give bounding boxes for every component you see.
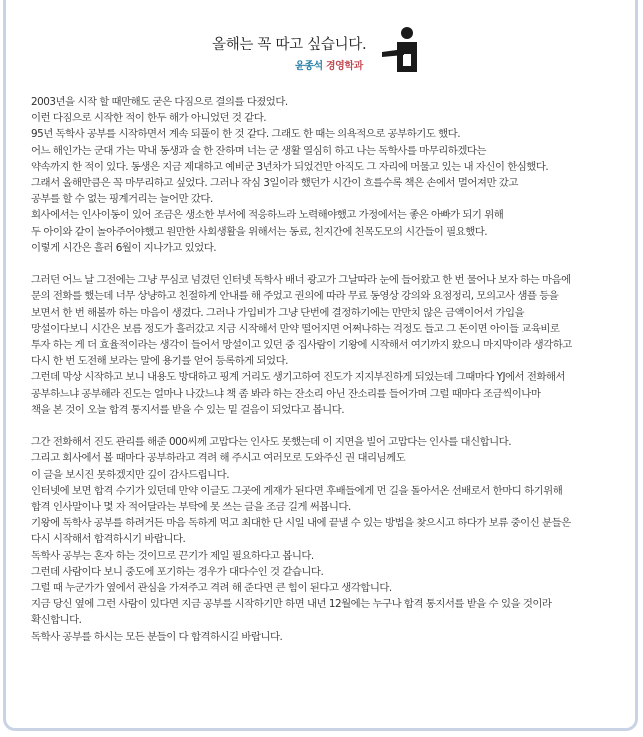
text-line: 그럴 때 누군가가 옆에서 관심을 가져주고 격려 해 준다면 큰 힘이 된다고 생각합니다.	[31, 582, 392, 595]
text-line: 이런 다짐으로 시작한 적이 한두 해가 아니었던 것 같다.	[31, 112, 267, 125]
text-line: 문의 전화를 했는데 너무 상냥하고 친절하게 안내를 해 주었고 권의에 따라 무료 동영상 강의와 요점정리, 모의고사 샘플 등을	[31, 290, 559, 303]
text-line: 망설이다보니 시간은 보름 정도가 흘러갔고 지금 시작해서 만약 떨어지면 어쩌나하는 걱정도 들고 그 돈이면 아이들 교육비로	[31, 322, 560, 335]
text-line: 투자 하는 게 더 효율적이라는 생각이 들어서 망설이고 있던 중 집사람이 기왕에 시작해서 여기까지 왔으니 마지막이라 생각하고	[31, 339, 572, 352]
text-line: 공부를 할 수 없는 핑계거리는 늘어만 갔다.	[31, 193, 213, 206]
text-line: 다시 시작해서 합격하시기 바랍니다.	[31, 533, 186, 546]
text-line: 두 아이와 같이 놀아주어야했고 원만한 사회생활을 위해서는 동료, 친지간에 친목도모의 시간들이 필요했다.	[31, 225, 488, 238]
text-line: 어느 해인가는 군대 가는 막내 동생과 술 한 잔하며 너는 군 생활 열심히 하고 나는 독학사를 마무리하겠다는	[31, 144, 486, 157]
text-line: 회사에서는 인사이동이 있어 조금은 생소한 부서에 적응하느라 노력해야했고 가정에서는 좋은 아빠가 되기 위해	[31, 209, 504, 222]
text-line: 독학사 공부는 혼자 하는 것이므로 끈기가 제일 필요하다고 봅니다.	[31, 549, 314, 562]
text-line: 기왕에 독학사 공부를 하려거든 마음 독하게 먹고 최대한 단 시일 내에 끝낼 수 있는 방법을 찾으시고 하다가 보류 중이신 분들은	[31, 517, 571, 530]
author-byline	[295, 57, 363, 72]
paragraph	[31, 434, 631, 645]
person-at-desk-icon	[380, 26, 424, 74]
text-line: 2003년을 시작 할 때만해도 굳은 다짐으로 결의를 다졌었다.	[31, 96, 288, 108]
text-line: 다시 한 번 도전해 보라는 말에 용기를 얻어 등록하게 되었다.	[31, 355, 288, 368]
text-line: 지금 당신 옆에 그런 사람이 있다면 지금 공부를 시작하기만 하면 내년 12월에는 누구나 합격 통지서를 받을 수 있을 것이라	[31, 598, 552, 611]
text-line: 공부하느냐 공부해라 진도는 얼마나 나갔느냐 책 좀 봐라 하는 잔소리 아닌 잔소리를 들어가며 그럴 때마다 조금씩이나마	[31, 387, 541, 400]
text-line: 그리고 회사에서 볼 때마다 공부하라고 격려 해 주시고 여러모로 도와주신 권 대리님께도	[31, 452, 406, 465]
text-line: 그런데 막상 시작하고 보니 내용도 방대하고 핑계 거리도 생기고하여 진도가 지지부진하게 되었는데 그때마다 YJ에서 전화해서	[31, 371, 566, 384]
testimonial-card	[3, 0, 638, 731]
text-line: 그래서 올해만큼은 꼭 마무리하고 싶었다. 그러나 작심 3일이라 했던가 시간이 흐를수록 책은 손에서 멀어져만 갔고	[31, 177, 518, 190]
text-line: 책을 본 것이 오늘 합격 통지서를 받을 수 있는 밑 걸음이 되었다고 봅니다.	[31, 403, 345, 416]
page-title: 올해는 꼭 따고 싶습니다.	[212, 37, 367, 53]
text-line: 합격 인사말이나 몇 자 적어달라는 부탁에 못 쓰는 글을 조금 길게 써봅니다.	[31, 501, 351, 514]
text-line: 이 글을 보시진 못하겠지만 깊이 감사드립니다.	[31, 468, 230, 481]
text-line: 그간 전화해서 진도 관리를 해준 000씨께 고맙다는 인사도 못했는데 이 지면을 빌어 고맙다는 인사를 대신합니다.	[31, 436, 512, 449]
header	[6, 0, 635, 80]
text-line: 그러던 어느 날 그전에는 그냥 무심코 넘겼던 인터넷 독학사 배너 광고가 그날따라 눈에 들어왔고 한 번 물어나 보자 하는 마음에	[31, 274, 571, 287]
text-line: 약속까지 한 적이 있다. 동생은 지금 제대하고 예비군 3년차가 되었건만 아직도 그 자리에 머물고 있는 내 자신이 한심했다.	[31, 160, 549, 173]
text-line: 그런데 사람이다 보니 중도에 포기하는 경우가 대다수인 것 같습니다.	[31, 565, 324, 578]
text-line: 95년 독학사 공부를 시작하면서 계속 되풀이 한 것 같다. 그래도 한 때는 의욕적으로 공부하기도 했다.	[31, 128, 461, 141]
text-line: 인터넷에 보면 합격 수기가 있던데 만약 이글도 그곳에 게재가 된다면 후배들에게 먼 길을 돌아서온 선배로서 한마디 하기위해	[31, 484, 563, 497]
text-line: 보면서 한 번 해볼까 하는 마음이 생겼다. 그러나 가입비가 그냥 단번에 결정하기에는 만만치 않은 금액이어서 가입을	[31, 306, 525, 319]
text-line: 이렇게 시간은 흘러 6월이 지나가고 있었다.	[31, 241, 217, 254]
author-name: 윤종석	[295, 61, 323, 72]
author-dept: 경영학과	[325, 61, 363, 72]
text-line: 확신합니다.	[31, 614, 82, 627]
paragraph	[31, 272, 631, 418]
text-line: 독학사 공부를 하시는 모든 분들이 다 합격하시길 바랍니다.	[31, 630, 283, 643]
paragraph	[31, 94, 631, 256]
body-text	[31, 94, 631, 661]
